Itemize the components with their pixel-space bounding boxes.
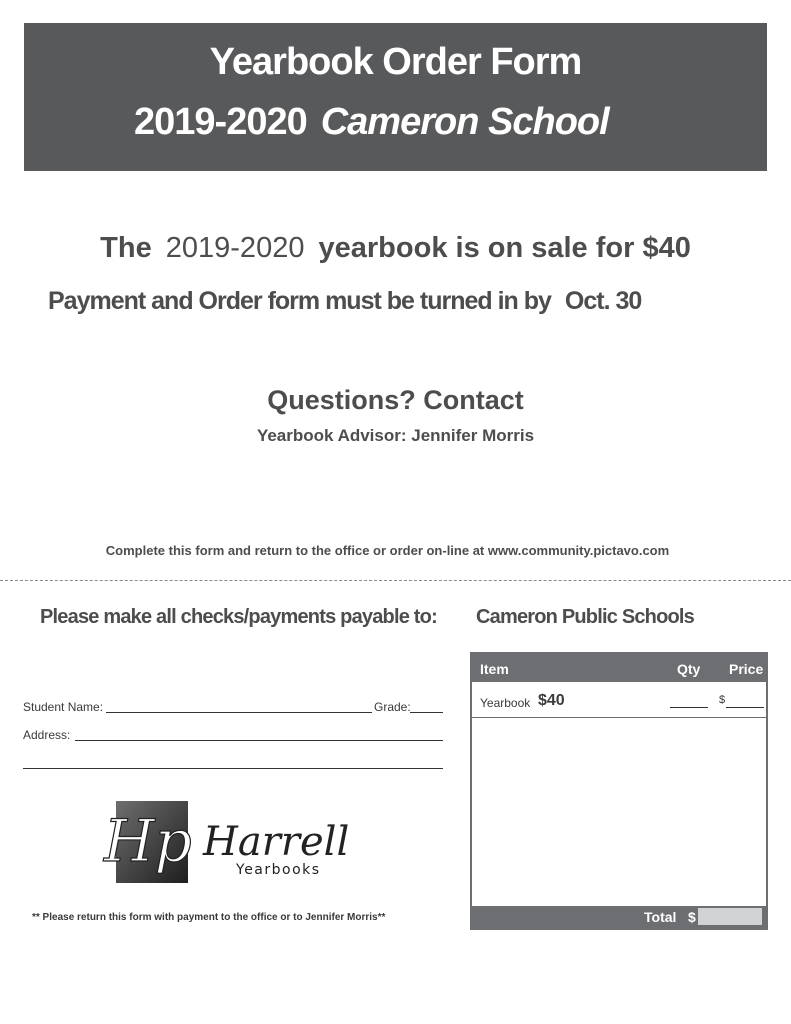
qty-field[interactable] <box>670 707 708 708</box>
deadline-line <box>48 287 641 316</box>
harrell-logo-graphic <box>100 795 360 895</box>
payee-name: Cameron Public Schools <box>476 606 695 628</box>
order-table-footer <box>472 906 766 928</box>
header-banner <box>24 23 767 171</box>
order-table-header <box>472 654 766 682</box>
logo-subtitle: Yearbooks <box>236 862 321 878</box>
grade-label: Grade: <box>374 700 411 714</box>
logo-name: Harrell <box>203 819 350 865</box>
advisor-contact: Yearbook Advisor: Jennifer Morris <box>256 426 535 445</box>
cut-line <box>0 580 791 581</box>
school-name: Cameron School <box>320 101 609 143</box>
order-table <box>470 652 768 930</box>
form-title: Yearbook Order Form <box>209 41 582 83</box>
form-subtitle <box>134 101 609 144</box>
total-field[interactable] <box>698 908 762 925</box>
harrell-logo <box>100 795 360 895</box>
sale-year: 2019-2020 <box>165 232 305 264</box>
sale-price: $40 <box>642 232 691 264</box>
sale-announcement <box>0 232 791 265</box>
school-year: 2019-2020 <box>134 101 307 143</box>
row-item-label: Yearbook <box>480 696 531 710</box>
col-price: Price <box>729 661 764 677</box>
row-price-tag: $40 <box>538 692 565 709</box>
sale-text: yearbook is on sale for <box>318 232 635 264</box>
grade-field[interactable] <box>410 712 443 713</box>
student-name-field[interactable] <box>106 712 372 713</box>
address-label: Address: <box>23 728 71 742</box>
deadline-date: Oct. 30 <box>564 287 642 315</box>
col-qty: Qty <box>677 661 701 677</box>
deadline-text: Payment and Order form must be turned in by <box>48 287 551 315</box>
order-instructions: Complete this form and return to the office or order on-line at www.community.pictavo.com <box>105 543 670 558</box>
address-field-line2[interactable] <box>23 768 443 769</box>
total-label: Total <box>644 909 677 925</box>
order-row-yearbook <box>472 682 766 718</box>
sale-prefix: The <box>100 232 152 264</box>
row-price-prefix: $ <box>719 694 726 706</box>
logo-monogram: Hp <box>104 807 192 875</box>
student-name-label: Student Name: <box>23 700 104 714</box>
questions-heading: Questions? Contact <box>267 385 524 415</box>
payable-label: Please make all checks/payments payable to: <box>40 606 437 628</box>
total-currency: $ <box>688 909 696 925</box>
price-field[interactable] <box>726 707 764 708</box>
address-field[interactable] <box>75 740 443 741</box>
return-note: ** Please return this form with payment to the office or to Jennifer Morris** <box>32 912 386 923</box>
col-item: Item <box>480 661 509 677</box>
